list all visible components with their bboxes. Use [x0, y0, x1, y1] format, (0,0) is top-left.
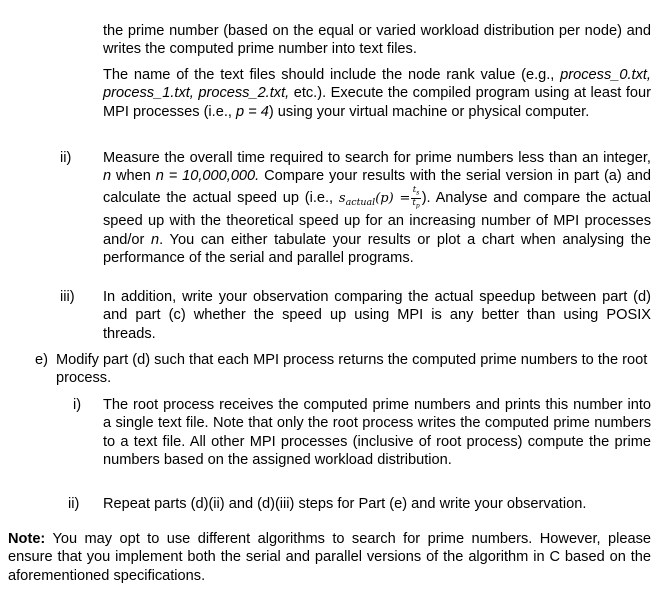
item-iii-label: iii)	[60, 289, 75, 305]
part-e-text: Modify part (d) such that each MPI process returns the computed prime numbers to the root process.	[56, 352, 648, 387]
e-ii-text: Repeat parts (d)(ii) and (d)(iii) steps for Part (e) and write your observation.	[103, 496, 587, 512]
part-e-label: e)	[35, 352, 48, 368]
e-ii-label: ii)	[68, 496, 80, 512]
file-name-examples: process_0.txt, process_1.txt, process_2.txt,	[103, 67, 651, 102]
item-ii-label: ii)	[60, 150, 72, 166]
intro-paragraph: the prime number (based on the equal or varied workload distribution per node) and writes the computed prime number into text files.	[103, 23, 651, 58]
note-paragraph: Note: You may opt to use different algorithms to search for prime numbers. However, please ensure that you implement both the serial and parallel versions of the algorithm in C based on the aforementioned specifications.	[8, 531, 651, 584]
process-count: p = 4	[236, 103, 269, 120]
item-iii-text: In addition, write your observation comparing the actual speedup between part (d) and part (c) whether the speed up using MPI is any better than using POSIX threads.	[103, 289, 651, 342]
n-value: n = 10,000,000.	[155, 168, 260, 185]
e-i-label: i)	[73, 397, 82, 413]
note-label: Note:	[8, 531, 46, 547]
speedup-formula: $s_{actual}(p)$ = $\frac{t_s}{t_p}$	[338, 184, 420, 210]
item-ii-text: Measure the overall time required to search for prime numbers less than an integer, n when n = 10,000,000. Compare your results with the serial version in part (a) and calculate the actual speed up (i.e., $s_{actual}(p)$ = $\frac{t_s}{t_p}$ ). Analyse and compare the actual speed up with the theoretical speed up for an increasing number of MPI processes and/or n. You can either tabulate your results or plot a chart when analysing the performance of the serial and parallel programs.	[103, 150, 651, 267]
e-i-text: The root process receives the computed prime numbers and prints this number into a single text file. Note that only the root process writes the computed prime numbers to a text file. All other MPI processes (inclusive of root process) compute the prime numbers based on the assigned workload distribution.	[103, 397, 651, 469]
filename-paragraph: The name of the text files should include the node rank value (e.g., process_0.txt, process_1.txt, process_2.txt, etc.). Execute the compiled program using at least four MPI processes (i.e., p = 4) using your virtual machine or physical computer.	[103, 67, 651, 120]
speedup-fraction: $\frac{t_s}{t_p}$	[412, 184, 420, 210]
